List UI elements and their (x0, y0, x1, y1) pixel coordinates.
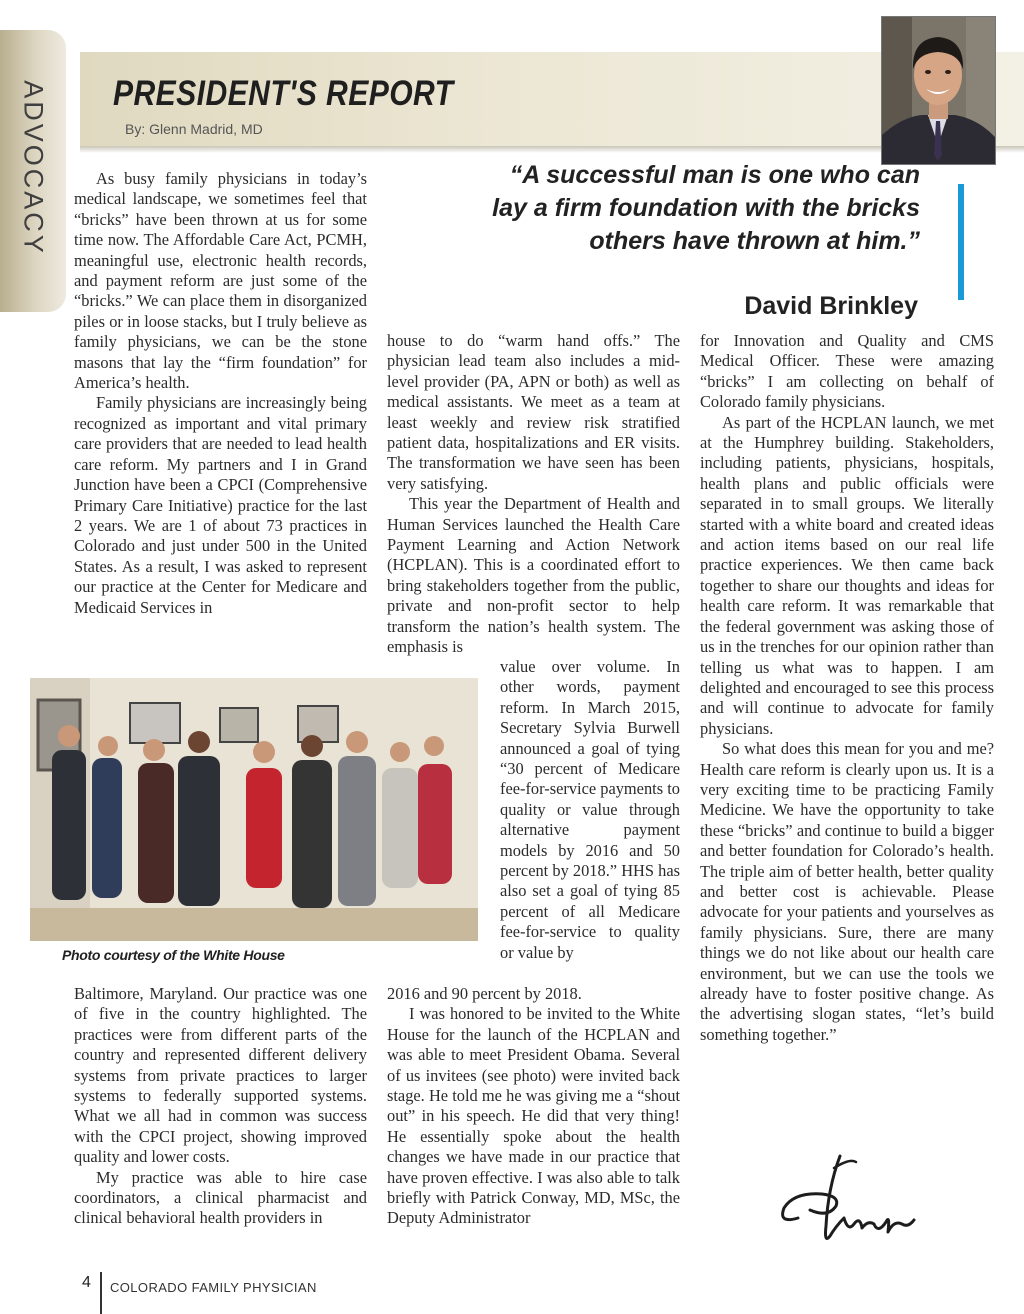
article-column-1-top (74, 169, 367, 618)
publication-name: COLORADO FAMILY PHYSICIAN (110, 1280, 317, 1295)
pull-quote (440, 159, 920, 258)
pull-quote-author: David Brinkley (744, 292, 918, 320)
signature-icon (770, 1148, 920, 1258)
pull-quote-accent-bar (958, 184, 964, 300)
byline: By: Glenn Madrid, MD (125, 121, 263, 137)
pull-quote-line: “A successful man is one who can (509, 161, 920, 189)
white-house-photo (30, 678, 478, 941)
section-tab (0, 30, 66, 312)
group-photo-image (30, 678, 478, 941)
page-title: PRESIDENT'S REPORT (113, 74, 454, 113)
article-paragraph: This year the Department of Health and Human Services launched the Health Care Payment Learning and Action Network (HCPLAN). This is a coordinated effort to bring stakeholders together from the public, private and non-profit sector to help transform the nation’s health system. The emphasis is (387, 494, 680, 657)
article-column-2-bottom (387, 984, 680, 1229)
footer-divider (100, 1272, 102, 1314)
article-paragraph: As busy family physicians in today’s medical landscape, we sometimes feel that “bricks” have been thrown at us for some time now. The Affordable Care Act, PCMH, meaningful use, electronic health records, and payment reform are just some of the “bricks.” We can place them in disorganized piles or in loose stacks, but I truly believe as family physicians, we can be the stone masons that lay the “firm foundation” for America’s health. (74, 169, 367, 393)
article-paragraph: value over volume. In other words, payment reform. In March 2015, Secretary Sylvia Burwell announced a goal of tying “30 percent of Medicare fee-for-service payments to quality or value through alternative payment models by 2016 and 50 percent by 2018.” HHS has also set a goal of tying 85 percent of all Medicare fee-for-service to quality or value by (500, 657, 680, 962)
article-column-1-bottom (74, 984, 367, 1229)
pull-quote-line: lay a firm foundation with the bricks (492, 194, 920, 222)
article-paragraph: for Innovation and Quality and CMS Medical Officer. These were amazing “bricks” I am collecting on behalf of Colorado family physicians. (700, 331, 994, 412)
article-column-3 (700, 331, 994, 1045)
article-paragraph: My practice was able to hire case coordinators, a clinical pharmacist and clinical behavioral health providers in (74, 1167, 367, 1228)
portrait-image (882, 17, 995, 164)
article-paragraph: 2016 and 90 percent by 2018. (387, 984, 582, 1003)
page-number: 4 (82, 1274, 91, 1291)
article-paragraph: house to do “warm hand offs.” The physician lead team also includes a mid- level provider (PA, APN or both) as well as medical assistants. We meet as a team at least weekly and review risk stratified patient data, hospitalizations and ER visits. The transformation we have seen has been very satisfying. (387, 331, 680, 493)
photo-caption: Photo courtesy of the White House (62, 947, 285, 963)
section-tab-label: ADVOCACY (18, 80, 49, 256)
article-paragraph: So what does this mean for you and me? Health care reform is clearly upon us. It is a very exciting time to be practicing Family Medicine. We have the opportunity to take these “bricks” and continue to build a bigger and better foundation for Colorado’s health. The triple aim of better health, better quality and better cost is achievable. Please advocate for your patients and yourselves as family physicians. Sure, there are many things we do not like about our health care environment, but we can use the tools we already have to foster positive change. As the advertising slogan states, “let’s build something together.” (700, 739, 994, 1044)
article-paragraph: As part of the HCPLAN launch, we met at the Humphrey building. Stakeholders, including patients, physicians, hospitals, health plans and public officials were separated in to small groups. We literally started with a white board and created ideas and action items based on our real life practice experiences. We then came back together to share our thoughts and ideas for health care reform. It was remarkable that the federal government was asking those of us in the trenches for our opinion rather than telling us what was to happen. I am delighted and encouraged to see this process and will continue to advocate for family physicians. (700, 412, 994, 738)
article-column-2-wrap (500, 657, 680, 963)
author-signature (770, 1148, 920, 1258)
article-paragraph: Family physicians are increasingly being recognized as important and vital primary care providers that are needed to lead health care reform. My partners and I in Grand Junction have been a CPCI (Comprehensive Primary Care Initiative) practice for the last 2 years. We are 1 of about 73 practices in Colorado and just under 500 in the United States. As a result, I was asked to represent our practice at the Center for Medicare and Medicaid Services in (74, 393, 367, 617)
article-column-2-top (387, 331, 680, 658)
author-portrait (881, 16, 996, 165)
article-paragraph: Baltimore, Maryland. Our practice was one of five in the country highlighted. The practices were from different parts of the country and represented different delivery systems from private practices to larger systems to federally supported systems. What we all had in common was success with the CPCI project, showing improved quality and lower costs. (74, 984, 367, 1167)
article-paragraph: I was honored to be invited to the White House for the launch of the HCPLAN and was able to meet President Obama. Several of us invitees (see photo) were invited back stage. He told me he was giving me a “shout out” in his speech. He did that very thing! He essentially spoke about the health changes we have made in our practice that have proven effective. I was also able to talk briefly with Patrick Conway, MD, MSc, the Deputy Administrator (387, 1004, 680, 1228)
pull-quote-line: others have thrown at him.” (589, 227, 920, 255)
